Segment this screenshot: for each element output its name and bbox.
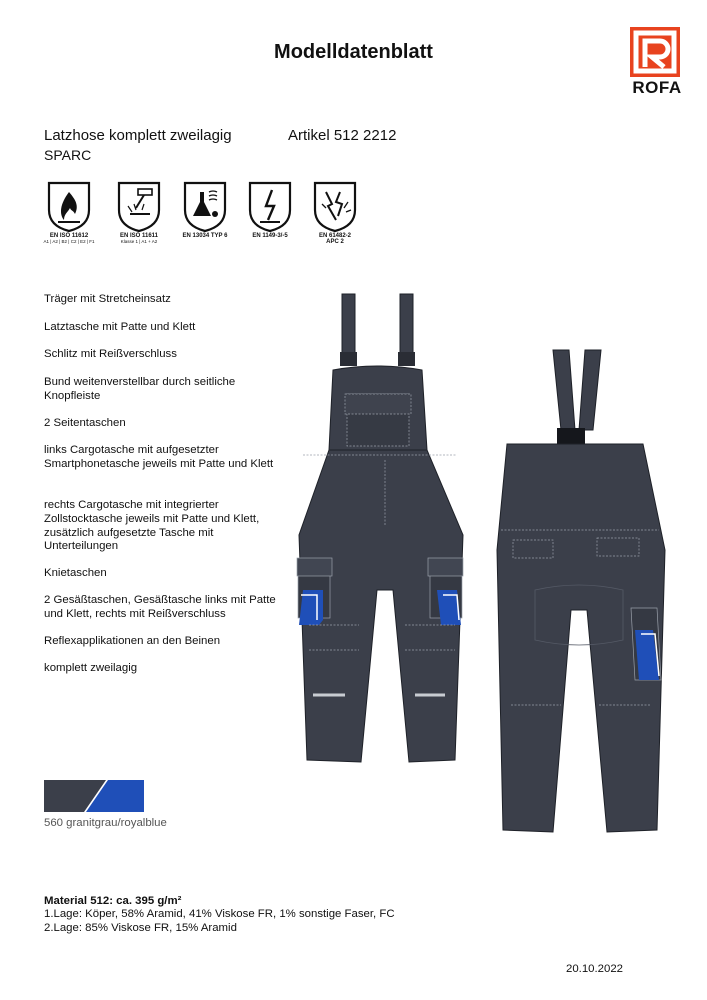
product-name: Latzhose komplett zweilagig bbox=[44, 127, 232, 144]
cert-sub: APC 2 bbox=[326, 238, 344, 245]
material-layer-2: 2.Lage: 85% Viskose FR, 15% Aramid bbox=[44, 921, 237, 934]
feature-item: 2 Gesäßtaschen, Gesäßtasche links mit Patte und Klett, rechts mit Reißverschluss bbox=[44, 594, 276, 620]
cert-label: EN 13034 TYP 6 bbox=[182, 233, 228, 239]
cert-label: EN 1149-3/-5 bbox=[252, 233, 288, 239]
back-view bbox=[497, 350, 665, 832]
article-number: Artikel 512 2212 bbox=[288, 127, 397, 144]
feature-item: Reflexapplikationen an den Beinen bbox=[44, 635, 221, 647]
arc-shield-icon bbox=[312, 180, 358, 234]
cert-label: EN ISO 11611 bbox=[119, 233, 159, 239]
antistatic-shield-icon bbox=[247, 180, 293, 234]
material-block bbox=[44, 895, 395, 935]
front-view bbox=[297, 294, 463, 762]
feature-item: Knietaschen bbox=[44, 567, 107, 579]
color-swatch bbox=[44, 780, 144, 812]
cert-badge bbox=[240, 180, 300, 240]
brand-name: ROFA bbox=[632, 78, 682, 97]
cert-sub: Klasse 1 | A1 + A2 bbox=[120, 238, 158, 244]
feature-item: Latztasche mit Patte und Klett bbox=[44, 321, 196, 333]
rofa-logo-icon bbox=[630, 27, 680, 77]
document-date: 20.10.2022 bbox=[566, 963, 624, 975]
welding-shield-icon bbox=[116, 180, 162, 234]
cert-sub: A1 | A2 | B2 | C2 | E2 | F1 bbox=[43, 238, 95, 244]
page-title: Modelldatenblatt bbox=[274, 41, 433, 63]
garment-illustration bbox=[285, 290, 680, 835]
feature-item: Bund weitenverstellbar durch seitliche Knopfleiste bbox=[44, 376, 236, 402]
product-series: SPARC bbox=[44, 147, 92, 163]
material-layer-1: 1.Lage: Köper, 58% Aramid, 41% Viskose FR, 1% sonstige Faser, FC bbox=[44, 908, 395, 921]
color-label: 560 granitgrau/royalblue bbox=[44, 817, 167, 829]
cert-badge bbox=[305, 180, 365, 246]
feature-item: 2 Seitentaschen bbox=[44, 417, 126, 429]
cert-badge bbox=[109, 180, 169, 245]
flame-shield-icon bbox=[46, 180, 92, 234]
material-heading: Material 512: ca. 395 g/m² bbox=[44, 895, 182, 907]
feature-item: links Cargotasche mit aufgesetzter Smartphonetasche jeweils mit Patte und Klett bbox=[44, 444, 274, 470]
cert-label: EN 61482-2 bbox=[318, 233, 352, 239]
feature-item: komplett zweilagig bbox=[44, 662, 138, 674]
feature-item: rechts Cargotasche mit integrierter Zollstocktasche jeweils mit Patte und Klett, zusätzlich aufgesetzte Tasche mit Unterteilungen bbox=[44, 499, 260, 553]
cert-badge bbox=[39, 180, 99, 245]
cert-label: EN ISO 11612 bbox=[49, 233, 89, 239]
cert-badge bbox=[175, 180, 235, 240]
feature-item: Träger mit Stretcheinsatz bbox=[44, 293, 171, 305]
feature-item: Schlitz mit Reißverschluss bbox=[44, 348, 177, 360]
chemical-shield-icon bbox=[182, 180, 228, 234]
